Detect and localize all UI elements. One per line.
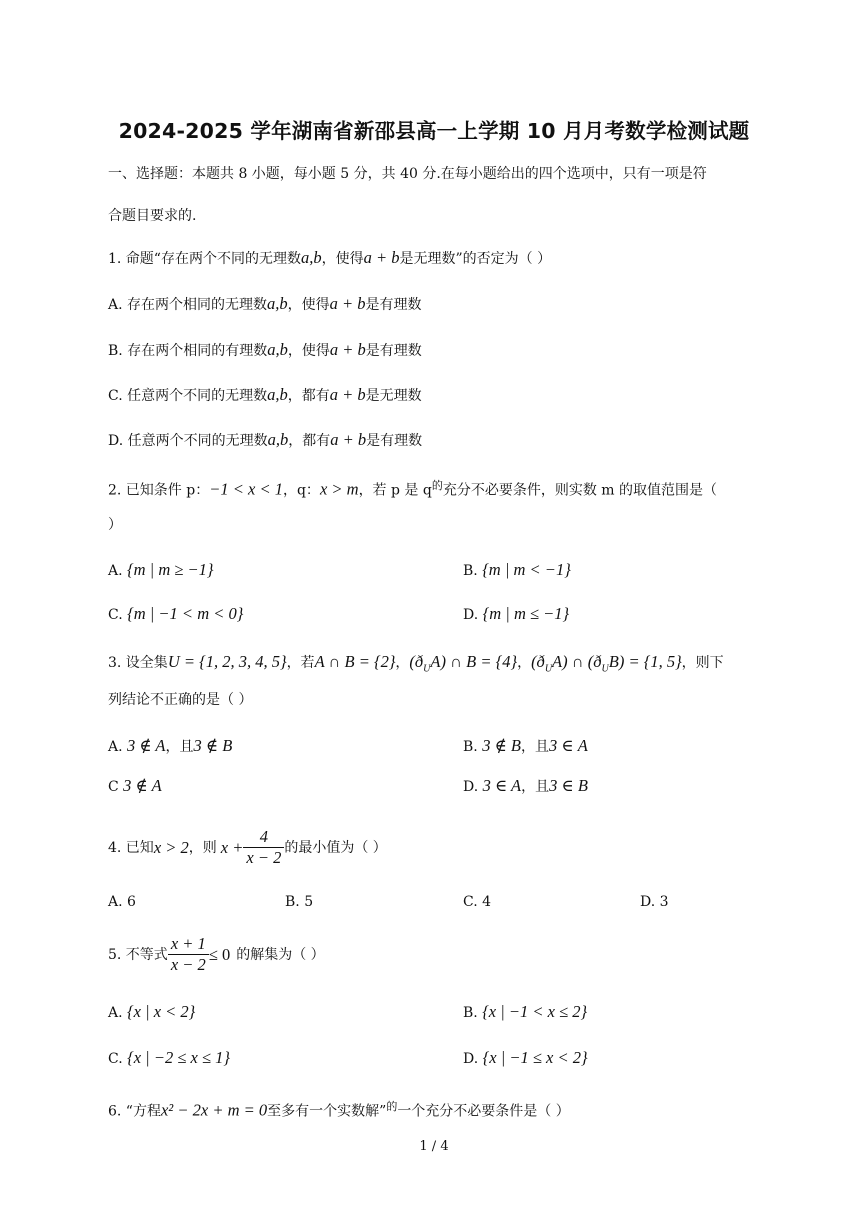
q5-option-d-label: D. [463, 1051, 479, 1067]
q4-stem-text-b: ，则 [188, 839, 217, 856]
q2-stem-line-2: ） [108, 517, 122, 533]
q3-math-intersection: A ∩ B = {2} [314, 652, 396, 671]
q2-stem-superscript: 的 [431, 479, 443, 492]
q1-option-a-tail: 是有理数 [365, 297, 422, 313]
q1-option-c-math1: a,b [267, 385, 288, 404]
q1-option-c-lead: C. 任意两个不同的无理数 [108, 388, 268, 404]
q6-stem-text-b: 至多有一个实数解” [267, 1103, 387, 1120]
q6-stem-text-c: 一个充分不必要条件是（ ） [397, 1103, 570, 1120]
q1-option-a [108, 294, 422, 315]
q1-option-c [108, 385, 422, 406]
q5-option-c-math: {x | −2 ≤ x ≤ 1} [127, 1048, 231, 1067]
q3-option-a [108, 736, 232, 757]
q2-math-condition-p: −1 < x < 1 [209, 479, 283, 499]
q3-option-a-math2: 3 ∉ B [193, 736, 233, 755]
q3-complement-rest-3: B) = {1, 5} [608, 652, 682, 671]
q5-option-b [463, 1002, 587, 1023]
q3-complement-rest-2: A) ∩ (ð [552, 652, 602, 671]
q3-complement-subscript-3: U [601, 663, 609, 675]
q1-stem-text-c: 是无理数”的否定为（ ） [399, 251, 552, 267]
q1-option-b [108, 340, 422, 361]
q5-option-b-math: {x | −1 < x ≤ 2} [482, 1002, 588, 1021]
q2-option-d-math: {m | m ≤ −1} [482, 604, 570, 623]
q3-option-b-math1: 3 ∉ B [482, 736, 521, 755]
q3-math-complement-a [409, 652, 518, 675]
q3-stem-text-a: 3. 设全集 [108, 655, 168, 671]
q3-stem-text-b: ，若 [286, 655, 315, 671]
q1-option-b-lead: B. 存在两个相同的有理数 [108, 343, 268, 359]
q3-option-d-math2: 3 ∈ B [549, 776, 588, 795]
q4-fraction-numerator: 4 [259, 827, 268, 846]
q5-stem-text-b: 的解集为（ ） [236, 946, 325, 963]
q5-fraction [168, 934, 209, 975]
q4-stem-text-c: 的最小值为（ ） [284, 839, 387, 856]
q3-math-complement-ab [531, 652, 682, 675]
q3-complement-symbol-1: (ð [409, 652, 424, 671]
q1-option-c-tail: 是无理数 [365, 388, 422, 404]
q4-fraction [243, 827, 284, 868]
q5-option-a [108, 1002, 195, 1023]
q1-stem-text-b: ，使得 [321, 251, 364, 267]
q4-option-a: A. 6 [108, 894, 136, 910]
q3-math-universal-set: U = {1, 2, 3, 4, 5} [167, 652, 287, 671]
question-3-stem: 3. 设全集U = {1, 2, 3, 4, 5}，若A ∩ B = {2}，$(ð_UA)$ ∩ B = {4}，$(ð_UA)$ ∩ $(ð_UB) = \{1$, 5}，则下 [108, 652, 724, 675]
q2-option-c-math: {m | −1 < m < 0} [127, 604, 244, 623]
q4-fraction-denominator: x − 2 [243, 847, 284, 868]
q1-option-d-math1: a,b [267, 430, 289, 449]
q2-stem-text-b: ，q： [282, 482, 320, 499]
q5-fraction-numerator: x + 1 [170, 934, 206, 953]
page-title: 2024-2025 学年湖南省新邵县高一上学期 10 月月考数学检测试题 [118, 119, 750, 143]
q2-option-a-math: {m | m ≥ −1} [127, 560, 214, 579]
question-6-stem [108, 1097, 570, 1122]
q3-option-d-math1: 3 ∈ A [482, 776, 522, 795]
q1-option-b-math1: a,b [267, 340, 288, 359]
q4-expr-lead: x + [220, 837, 244, 857]
q6-math-equation: x² − 2x + m = 0 [160, 1100, 268, 1120]
q1-math-sum: a + b [363, 248, 400, 267]
q3-option-d-label: D. [463, 779, 479, 795]
q1-option-d-tail: 是有理数 [366, 433, 423, 449]
q4-stem-text-a: 4. 已知 [108, 839, 154, 856]
q4-math-condition: x > 2 [153, 837, 189, 857]
q2-option-d-label: D. [463, 607, 479, 623]
q5-inequality-relation: ≤ 0 [208, 944, 231, 964]
q2-option-a-label: A. [108, 563, 123, 579]
page-number: 1 / 4 [419, 1139, 449, 1154]
q1-option-a-math2: a + b [329, 294, 366, 313]
q1-option-b-mid: ，使得 [287, 343, 330, 359]
q3-complement-subscript-2: U [544, 663, 553, 675]
q2-stem-text-a: 2. 已知条件 p： [108, 482, 210, 499]
q5-option-a-label: A. [108, 1005, 123, 1021]
q6-stem-superscript: 的 [386, 1100, 398, 1113]
q1-option-d-mid: ，都有 [288, 433, 331, 449]
q3-complement-symbol-2: (ð [531, 652, 545, 671]
q5-option-a-math: {x | x < 2} [127, 1002, 196, 1021]
q3-option-a-label: A. [108, 739, 123, 755]
q3-complement-subscript-1: U [423, 663, 431, 675]
q3-option-b-mid: ，且 [521, 739, 549, 755]
q5-option-b-label: B. [463, 1005, 478, 1021]
q3-option-c-math1: 3 ∉ A [123, 776, 162, 795]
q5-option-c [108, 1048, 230, 1069]
q1-option-b-math2: a + b [329, 340, 366, 359]
q2-math-condition-q: x > m [319, 479, 359, 499]
q3-option-b-math2: 3 ∈ A [549, 736, 588, 755]
q5-option-d [463, 1048, 588, 1069]
q1-option-a-math1: a,b [267, 294, 288, 313]
q1-option-c-math2: a + b [329, 385, 366, 404]
q2-option-c [108, 604, 243, 625]
q5-stem-text-a: 5. 不等式 [108, 946, 168, 963]
question-5-stem [108, 934, 325, 975]
q1-option-b-tail: 是有理数 [365, 343, 422, 359]
q2-option-b-label: B. [463, 563, 478, 579]
q1-option-d-math2: a + b [330, 430, 367, 449]
q2-option-b [463, 560, 571, 581]
q2-option-b-math: {m | m < −1} [482, 560, 571, 579]
question-2-stem [108, 476, 717, 501]
q3-stem-text-c: ，则下 [681, 655, 724, 671]
q1-option-c-mid: ，都有 [287, 388, 330, 404]
section-instruction-line-1: 一、选择题：本题共 8 小题，每小题 5 分，共 40 分.在每小题给出的四个选项中，只有一项是符 [108, 166, 707, 182]
q2-option-c-label: C. [108, 607, 123, 623]
q3-complement-rest-1: A) ∩ B = {4} [430, 652, 518, 671]
q4-option-b: B. 5 [285, 894, 314, 910]
q1-math-ab: a,b [300, 248, 322, 267]
question-4-stem [108, 827, 387, 868]
q2-option-d [463, 604, 569, 625]
q5-option-d-math: {x | −1 ≤ x < 2} [482, 1048, 588, 1067]
q1-option-a-lead: A. 存在两个相同的无理数 [108, 297, 268, 313]
q3-option-c-label: C [108, 779, 119, 795]
q1-option-d-lead: D. 任意两个不同的无理数 [108, 433, 268, 449]
q3-option-d [463, 776, 588, 797]
q6-stem-text-a: 6. “方程 [108, 1103, 161, 1120]
q3-stem-line-2: 列结论不正确的是（ ） [108, 692, 253, 708]
q5-fraction-denominator: x − 2 [168, 954, 209, 975]
q4-option-d: D. 3 [640, 894, 669, 910]
q3-option-b [463, 736, 588, 757]
q5-option-c-label: C. [108, 1051, 123, 1067]
q1-option-d [108, 430, 422, 451]
q3-option-a-mid: ，且 [165, 739, 194, 755]
question-1-stem [108, 248, 551, 269]
q1-stem-text-a: 1. 命题“存在两个不同的无理数 [108, 251, 301, 267]
q3-option-a-math1: 3 ∉ A [127, 736, 166, 755]
q4-option-c: C. 4 [463, 894, 492, 910]
q3-option-b-label: B. [463, 739, 478, 755]
q3-option-d-mid: ，且 [521, 779, 550, 795]
q2-option-a [108, 560, 214, 581]
q3-option-c [108, 776, 162, 797]
section-instruction-line-2: 合题目要求的. [108, 208, 197, 224]
q2-stem-text-c: ，若 p 是 q [358, 482, 432, 499]
q2-stem-text-d: 充分不必要条件，则实数 m 的取值范围是（ [442, 482, 718, 499]
q1-option-a-mid: ，使得 [287, 297, 330, 313]
